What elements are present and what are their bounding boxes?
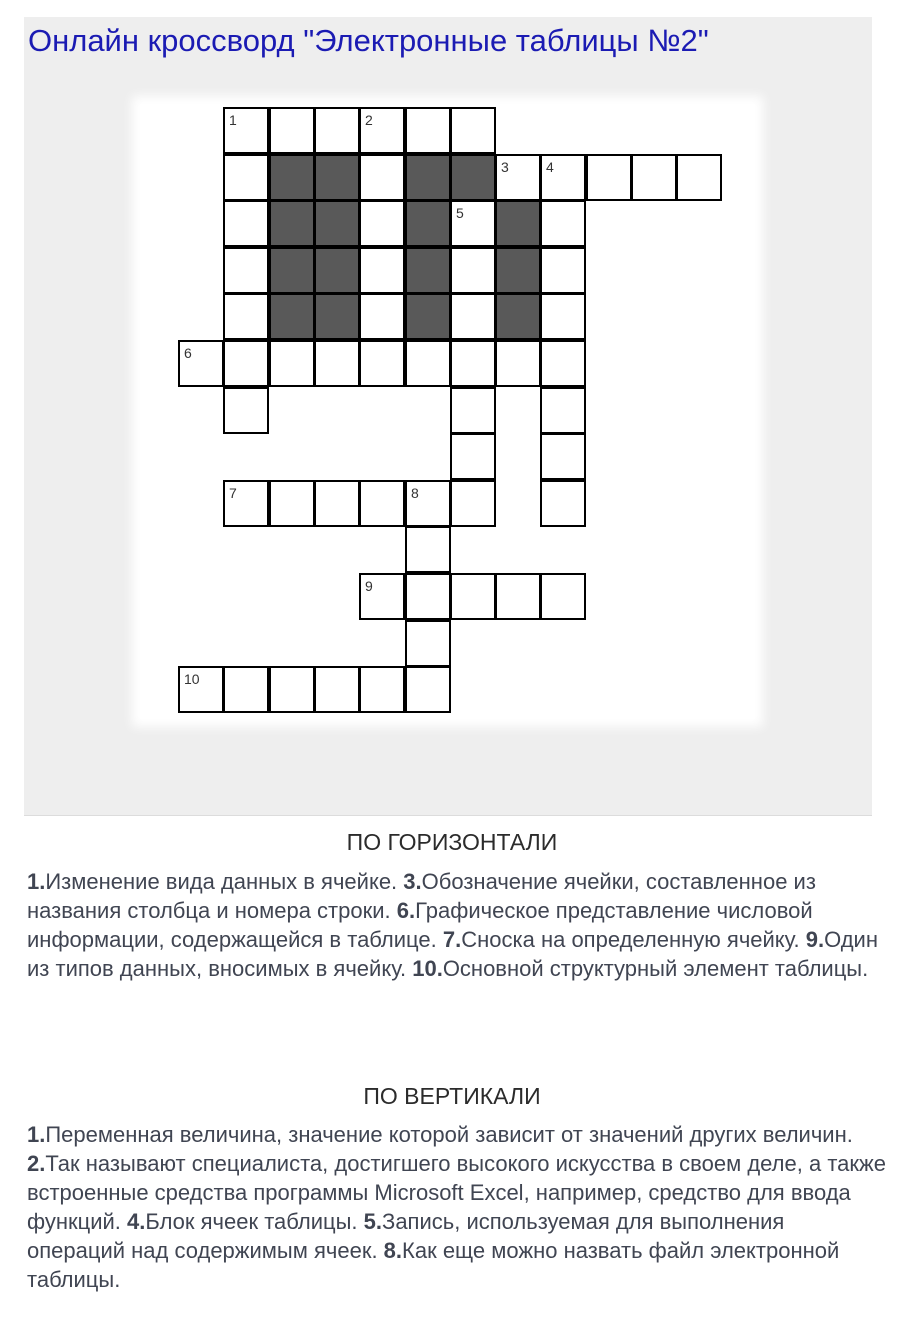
- crossword-cell[interactable]: [223, 387, 269, 434]
- down-clue: [27, 1122, 853, 1147]
- crossword-cell[interactable]: [450, 247, 496, 294]
- down-heading: ПО ВЕРТИКАЛИ: [363, 1083, 541, 1109]
- crossword-cell[interactable]: [450, 480, 496, 527]
- crossword-cell[interactable]: [405, 340, 451, 387]
- clue-number: 1.: [27, 1122, 46, 1147]
- clue-text: Графическое представление числовой информации, содержащейся в таблице.: [27, 898, 813, 952]
- crossword-cell[interactable]: [314, 480, 360, 527]
- clue-text: Так называют специалиста, достигшего высокого искусства в своем деле, а также встроенные средства программы Microsoft Excel, например, средство для ввода функций.: [27, 1151, 886, 1234]
- clue-text: Блок ячеек таблицы.: [145, 1209, 364, 1234]
- crossword-block-cell: [495, 293, 541, 340]
- crossword-cell[interactable]: [495, 154, 541, 201]
- crossword-cell[interactable]: [540, 340, 586, 387]
- crossword-block-cell: [314, 154, 360, 201]
- crossword-cell[interactable]: [540, 247, 586, 294]
- crossword-cell[interactable]: [586, 154, 632, 201]
- across-clue: [443, 927, 806, 952]
- crossword-cell[interactable]: [359, 573, 405, 620]
- crossword-cell[interactable]: [405, 526, 451, 573]
- crossword-cell[interactable]: [359, 200, 405, 247]
- clue-number: 9.: [805, 927, 825, 952]
- cell-number: 4: [546, 159, 554, 175]
- clue-text: Обозначение ячейки, составленное из названия столбца и номера строки.: [27, 869, 816, 923]
- crossword-cell[interactable]: [450, 340, 496, 387]
- clue-number: 5.: [363, 1209, 383, 1234]
- clue-text: Один из типов данных, вносимых в ячейку.: [27, 927, 878, 981]
- crossword-cell[interactable]: [178, 666, 224, 713]
- crossword-block-cell: [450, 154, 496, 201]
- crossword-cell[interactable]: [540, 293, 586, 340]
- clue-number: 3.: [403, 869, 422, 894]
- crossword-cell[interactable]: [359, 247, 405, 294]
- crossword-cell[interactable]: [359, 666, 405, 713]
- crossword-block-cell: [269, 200, 315, 247]
- crossword-cell[interactable]: [405, 107, 451, 154]
- crossword-cell[interactable]: [405, 666, 451, 713]
- clue-number: 4.: [127, 1209, 146, 1234]
- crossword-cell[interactable]: [223, 154, 269, 201]
- crossword-cell[interactable]: [540, 154, 586, 201]
- cell-number: 6: [184, 345, 192, 361]
- across-heading: ПО ГОРИЗОНТАЛИ: [346, 829, 558, 855]
- crossword-cell[interactable]: [223, 480, 269, 527]
- crossword-cell[interactable]: [540, 387, 586, 434]
- crossword-cell[interactable]: [223, 200, 269, 247]
- cell-number: 5: [456, 205, 464, 221]
- clue-number: 1.: [27, 869, 46, 894]
- crossword-cell[interactable]: [359, 480, 405, 527]
- crossword-block-cell: [269, 154, 315, 201]
- crossword-cell[interactable]: [314, 666, 360, 713]
- crossword-block-cell: [495, 247, 541, 294]
- crossword-block-cell: [314, 200, 360, 247]
- crossword-cell[interactable]: [314, 107, 360, 154]
- crossword-cell[interactable]: [540, 480, 586, 527]
- clue-text: Основной структурный элемент таблицы.: [442, 956, 869, 981]
- cell-number: 9: [365, 578, 373, 594]
- crossword-cell[interactable]: [676, 154, 722, 201]
- crossword-cell[interactable]: [223, 107, 269, 154]
- cell-number: 8: [411, 485, 419, 501]
- clue-text: Изменение вида данных в ячейке.: [45, 869, 404, 894]
- crossword-cell[interactable]: [223, 666, 269, 713]
- crossword-block-cell: [314, 247, 360, 294]
- down-clues: [27, 1120, 887, 1294]
- crossword-block-cell: [495, 200, 541, 247]
- crossword-cell[interactable]: [631, 154, 677, 201]
- clue-text: Переменная величина, значение которой зависит от значений других величин.: [45, 1122, 853, 1147]
- crossword-cell[interactable]: [450, 107, 496, 154]
- crossword-cell[interactable]: [314, 340, 360, 387]
- clue-number: 7.: [442, 927, 462, 952]
- crossword-cell[interactable]: [450, 200, 496, 247]
- clue-text: Запись, используемая для выполнения операций над содержимым ячеек.: [27, 1209, 785, 1263]
- crossword-cell[interactable]: [269, 107, 315, 154]
- crossword-cell[interactable]: [178, 340, 224, 387]
- crossword-cell[interactable]: [450, 573, 496, 620]
- crossword-cell[interactable]: [540, 200, 586, 247]
- clue-number: 6.: [396, 898, 416, 923]
- crossword-cell[interactable]: [450, 433, 496, 480]
- crossword-cell[interactable]: [359, 340, 405, 387]
- crossword-block-cell: [405, 154, 451, 201]
- crossword-block-cell: [405, 200, 451, 247]
- crossword-cell[interactable]: [495, 340, 541, 387]
- crossword-block-cell: [314, 293, 360, 340]
- clue-number: 8.: [383, 1238, 403, 1263]
- cell-number: 3: [501, 159, 509, 175]
- cell-number: 2: [365, 112, 373, 128]
- crossword-block-cell: [405, 293, 451, 340]
- crossword-cell[interactable]: [540, 573, 586, 620]
- clue-number: 10.: [412, 956, 443, 981]
- crossword-block-cell: [405, 247, 451, 294]
- crossword-cell[interactable]: [540, 433, 586, 480]
- across-clue: [412, 956, 868, 981]
- crossword-cell[interactable]: [495, 573, 541, 620]
- crossword-cell[interactable]: [405, 573, 451, 620]
- crossword-cell[interactable]: [269, 666, 315, 713]
- crossword-cell[interactable]: [359, 107, 405, 154]
- crossword-cell[interactable]: [450, 293, 496, 340]
- crossword-cell[interactable]: [405, 620, 451, 667]
- clue-text: Сноска на определенную ячейку.: [461, 927, 806, 952]
- crossword-cell[interactable]: [223, 340, 269, 387]
- crossword-cell[interactable]: [405, 480, 451, 527]
- cell-number: 7: [229, 485, 237, 501]
- crossword-cell[interactable]: [450, 387, 496, 434]
- page-title: Онлайн кроссворд "Электронные таблицы №2": [28, 23, 709, 58]
- cell-number: 10: [184, 671, 200, 687]
- across-clues: [27, 867, 887, 983]
- down-clue: [127, 1209, 364, 1234]
- crossword-cell[interactable]: [359, 293, 405, 340]
- crossword-block-cell: [269, 293, 315, 340]
- cell-number: 1: [229, 112, 237, 128]
- across-clue: [27, 869, 403, 894]
- crossword-cell[interactable]: [223, 247, 269, 294]
- clue-number: 2.: [27, 1151, 46, 1176]
- crossword-cell[interactable]: [269, 480, 315, 527]
- crossword-cell[interactable]: [269, 340, 315, 387]
- clue-text: Как еще можно назвать файл электронной таблицы.: [27, 1238, 840, 1292]
- crossword-cell[interactable]: [359, 154, 405, 201]
- crossword-block-cell: [269, 247, 315, 294]
- crossword-cell[interactable]: [223, 293, 269, 340]
